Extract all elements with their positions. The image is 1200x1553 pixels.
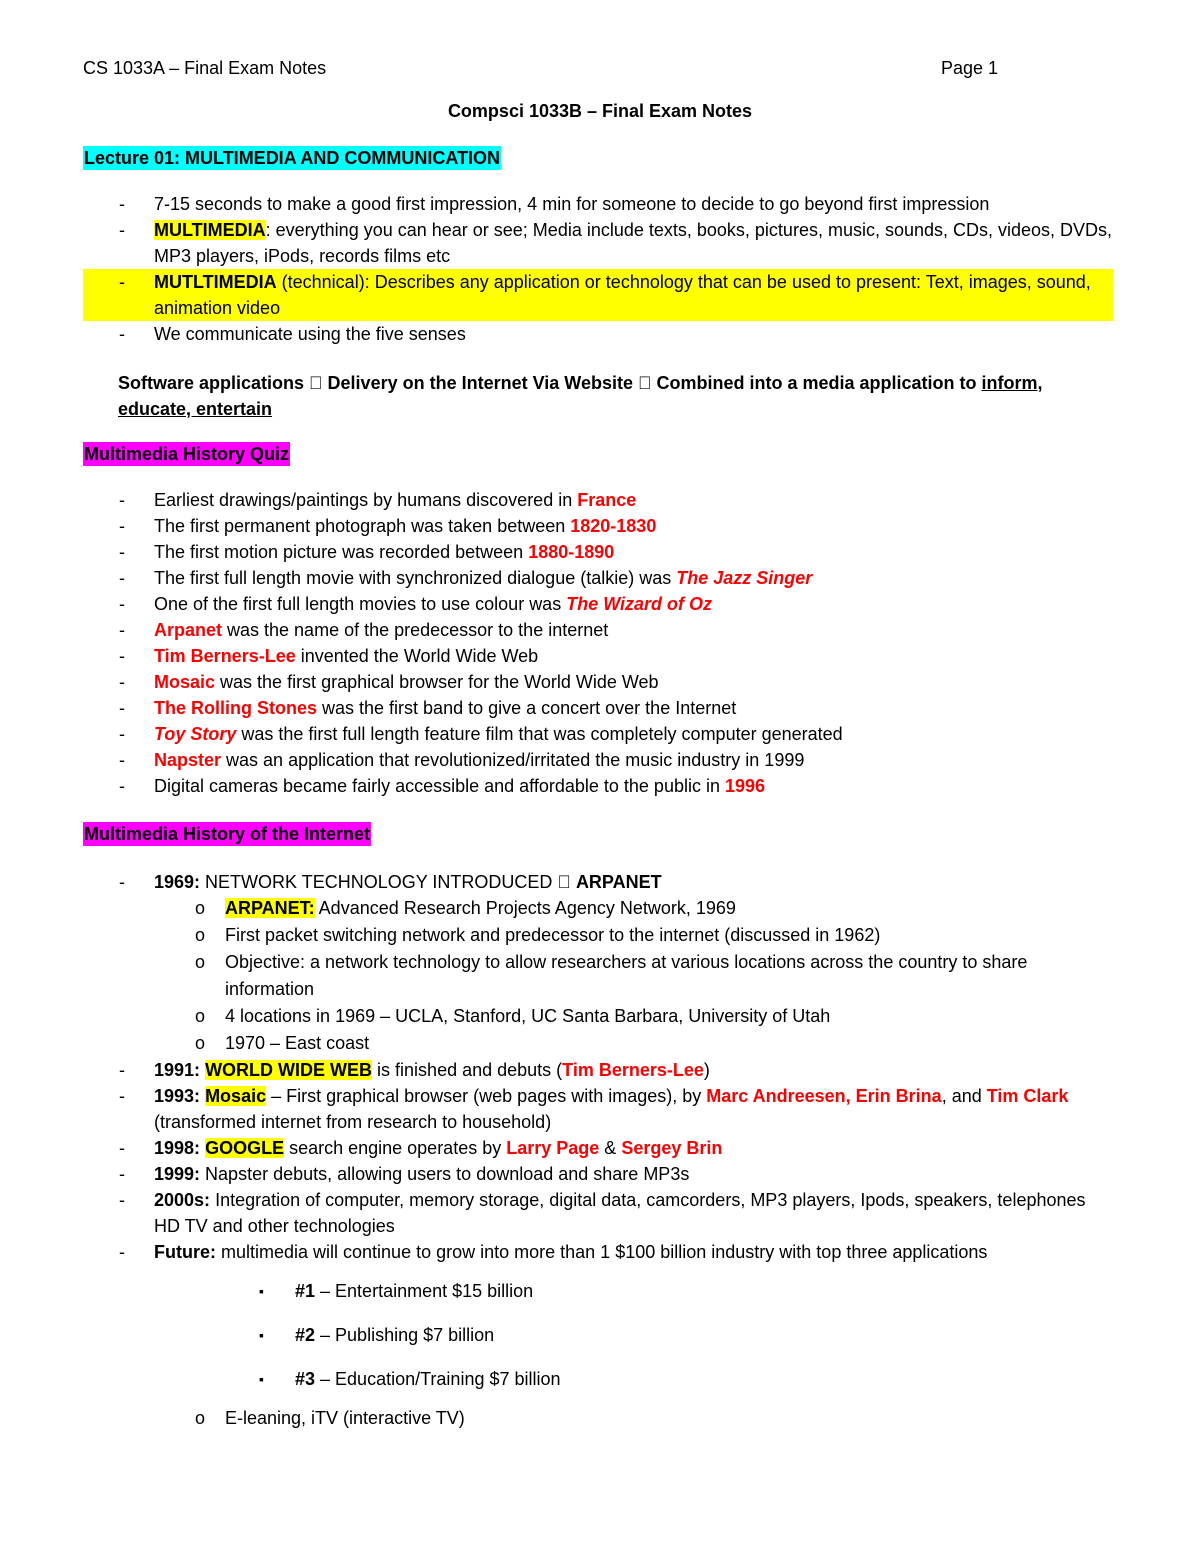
arrow-icon bbox=[557, 872, 571, 892]
sub-item: o First packet switching network and predecessor to the internet (discussed in 1962) bbox=[83, 922, 1113, 949]
list-item: - Tim Berners-Lee invented the World Wide Web bbox=[83, 643, 1113, 669]
list-item: - 1993: Mosaic – First graphical browser (web pages with images), by Marc Andreesen, Erin Brina, and Tim Clark (transformed internet from research to household) bbox=[83, 1083, 1113, 1135]
quiz-bullets bbox=[83, 487, 1113, 799]
list-item: - Toy Story was the first full length feature film that was completely computer generated bbox=[83, 721, 1113, 747]
list-item: - 2000s: Integration of computer, memory storage, digital data, camcorders, MP3 players, Ipods, speakers, telephones HD TV and other technologies bbox=[83, 1187, 1113, 1239]
lecture-section bbox=[83, 146, 1113, 170]
lecture-bullets bbox=[83, 191, 1113, 347]
list-item-highlighted: - MUTLTIMEDIA (technical): Describes any application or technology that can be used to present: Text, images, sound, animation video bbox=[83, 269, 1113, 321]
sub-sub-item: ▪ #2 – Publishing $7 billion bbox=[83, 1313, 1113, 1357]
list-item: - Future: multimedia will continue to grow into more than 1 $100 billion industry with top three applications bbox=[83, 1239, 1113, 1265]
list-item: - Arpanet was the name of the predecessor to the internet bbox=[83, 617, 1113, 643]
list-item: - 1999: Napster debuts, allowing users to download and share MP3s bbox=[83, 1161, 1113, 1187]
sub-item: o 1970 – East coast bbox=[83, 1030, 1113, 1057]
list-item: - Earliest drawings/paintings by humans discovered in France bbox=[83, 487, 1113, 513]
software-flow-paragraph: Software applications Delivery on the Internet Via Website Combined into a media application to inform, educate, entertain bbox=[118, 373, 1084, 419]
lecture-heading: Lecture 01: MULTIMEDIA AND COMMUNICATION bbox=[84, 148, 500, 168]
list-item: - We communicate using the five senses bbox=[83, 321, 1113, 347]
sub-sub-item: ▪ #3 – Education/Training $7 billion bbox=[83, 1357, 1113, 1401]
sub-item: o E-leaning, iTV (interactive TV) bbox=[83, 1405, 1113, 1432]
list-item: - Napster was an application that revolutionized/irritated the music industry in 1999 bbox=[83, 747, 1113, 773]
list-item: - 1991: WORLD WIDE WEB is finished and debuts (Tim Berners-Lee) bbox=[83, 1057, 1113, 1083]
history-heading: Multimedia History of the Internet bbox=[84, 824, 371, 844]
list-item: - 1998: GOOGLE search engine operates by Larry Page & Sergey Brin bbox=[83, 1135, 1113, 1161]
list-item: - The first motion picture was recorded between 1880-1890 bbox=[83, 539, 1113, 565]
sub-item: o 4 locations in 1969 – UCLA, Stanford, UC Santa Barbara, University of Utah bbox=[83, 1003, 1113, 1030]
arrow-icon bbox=[638, 373, 652, 393]
history-section bbox=[83, 822, 1113, 846]
list-item: - One of the first full length movies to use colour was The Wizard of Oz bbox=[83, 591, 1113, 617]
list-item: - The first full length movie with synchronized dialogue (talkie) was The Jazz Singer bbox=[83, 565, 1113, 591]
list-item: - Digital cameras became fairly accessible and affordable to the public in 1996 bbox=[83, 773, 1113, 799]
quiz-heading: Multimedia History Quiz bbox=[84, 444, 290, 464]
list-item: - 7-15 seconds to make a good first impression, 4 min for someone to decide to go beyond first impression bbox=[83, 191, 1113, 217]
list-item: - The first permanent photograph was taken between 1820-1830 bbox=[83, 513, 1113, 539]
header-left: CS 1033A – Final Exam Notes bbox=[83, 58, 327, 78]
list-item: - The Rolling Stones was the first band to give a concert over the Internet bbox=[83, 695, 1113, 721]
list-item: - 1969: NETWORK TECHNOLOGY INTRODUCED ARPANET bbox=[83, 869, 1113, 895]
sub-item: o ARPANET: Advanced Research Projects Agency Network, 1969 bbox=[83, 895, 1113, 922]
history-bullets bbox=[83, 869, 1113, 1432]
header-page-number: Page 1 bbox=[941, 58, 999, 78]
sub-sub-item: ▪ #1 – Entertainment $15 billion bbox=[83, 1269, 1113, 1313]
page-title: Compsci 1033B – Final Exam Notes bbox=[447, 101, 753, 121]
quiz-section bbox=[83, 442, 1113, 466]
list-item: - Mosaic was the first graphical browser for the World Wide Web bbox=[83, 669, 1113, 695]
arrow-icon bbox=[309, 373, 323, 393]
sub-item: o Objective: a network technology to allow researchers at various locations across the country to share information bbox=[83, 949, 1113, 1003]
list-item: - MULTIMEDIA: everything you can hear or see; Media include texts, books, pictures, music, sounds, CDs, videos, DVDs, MP3 players, iPods, records films etc bbox=[83, 217, 1113, 269]
